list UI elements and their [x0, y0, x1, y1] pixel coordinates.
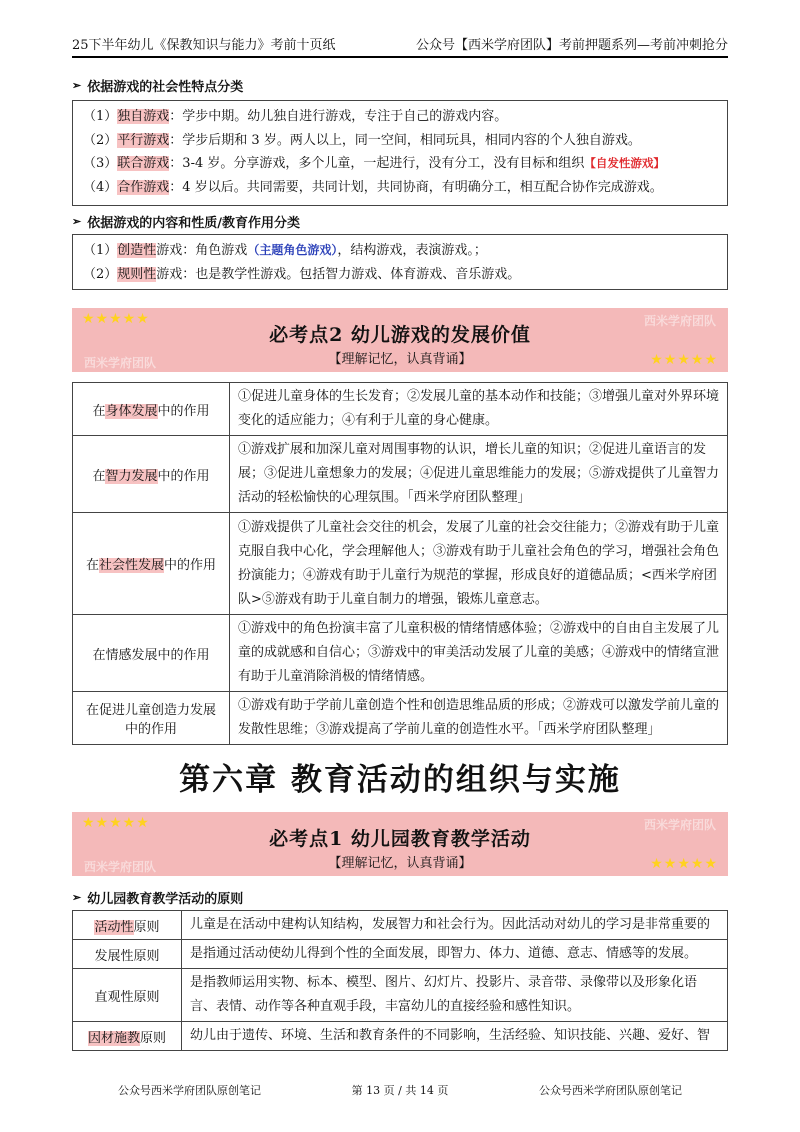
- table-row: 在智力发展中的作用 ①游戏扩展和加深儿童对周围事物的认识，增长儿童的知识；②促进儿童语言的发展；③促进儿童想象力的发展；④促进儿童思维能力的发展；⑤游戏提供了儿童智力活动的轻松愉快的心理氛围。「西米学府团队整理」: [73, 436, 728, 513]
- arrow-bullet-icon: ➢: [72, 215, 82, 228]
- watermark: 西米学府团队: [643, 314, 716, 328]
- arrow-bullet-icon: ➢: [72, 79, 82, 92]
- development-value-table: [72, 382, 728, 745]
- list-item: （1）创造性游戏：角色游戏（主题角色游戏），结构游戏，表演游戏。；: [83, 243, 487, 258]
- watermark: 西米学府团队: [643, 818, 716, 832]
- banner-title: 必考点1 幼儿园教育教学活动: [269, 828, 531, 850]
- list-item: （2）平行游戏：学步后期和 3 岁。两人以上，同一空间，相同玩具，相同内容的个人独自游戏。: [83, 132, 641, 148]
- star-rating-icon: ★★★★★: [82, 815, 150, 831]
- header-left: 25下半年幼儿《保教知识与能力》考前十页纸: [72, 38, 336, 53]
- principles-table: [72, 910, 728, 1051]
- table-row: 因材施教原则 幼儿由于遗传、环境、生活和教育条件的不同影响，生活经验、知识技能、兴趣、爱好、智: [73, 1022, 728, 1051]
- key-point-banner: [72, 308, 728, 372]
- list-item: （4）合作游戏：4 岁以后。共同需要，共同计划，共同协商，有明确分工，相互配合协作完成游戏。: [83, 179, 663, 195]
- banner-subtitle: 【理解记忆，认真背诵】: [328, 856, 472, 871]
- content-classification-box: [72, 234, 728, 290]
- banner-title: 必考点2 幼儿游戏的发展价值: [269, 324, 531, 346]
- header-right: 公众号【西米学府团队】考前押题系列—考前冲刺抢分: [415, 38, 728, 53]
- footer-right: 公众号西米学府团队原创笔记: [539, 1084, 682, 1097]
- list-item: （1）独自游戏：学步中期。幼儿独自进行游戏，专注于自己的游戏内容。: [83, 109, 508, 124]
- table-row: 活动性原则 儿童是在活动中建构认知结构，发展智力和社会行为。因此活动对幼儿的学习是非常重要的: [73, 911, 728, 940]
- key-point-banner: [72, 812, 728, 876]
- star-rating-icon: ★★★★★: [650, 352, 718, 368]
- section-heading-content: ➢ 依据游戏的内容和性质/教育作用分类: [72, 215, 300, 231]
- table-row: 发展性原则 是指通过活动使幼儿得到个性的全面发展，即智力、体力、道德、意志、情感等的发展。: [73, 940, 728, 969]
- section-heading-principles: ➢ 幼儿园教育教学活动的原则: [72, 891, 244, 907]
- page-number: 第 13 页 / 共 14 页: [351, 1084, 449, 1097]
- watermark: 西米学府团队: [84, 860, 157, 874]
- table-row: 在促进儿童创造力发展中的作用 ①游戏有助于学前儿童创造个性和创造思维品质的形成；②游戏可以激发学前儿童的发散性思维；③游戏提高了学前儿童的创造性水平。「西米学府团队整理」: [73, 692, 728, 745]
- table-row: 在身体发展中的作用 ①促进儿童身体的生长发育；②发展儿童的基本动作和技能；③增强儿童对外界环境变化的适应能力；④有利于儿童的身心健康。: [73, 383, 728, 436]
- table-row: 直观性原则 是指教师运用实物、标本、模型、图片、幻灯片、投影片、录音带、录像带以及形象化语言、表情、动作等各种直观手段，丰富幼儿的直接经验和感性知识。: [73, 969, 728, 1022]
- list-item: （3）联合游戏：3-4 岁。分享游戏，多个儿童，一起进行，没有分工，没有目标和组织【自发性游戏】: [83, 156, 665, 171]
- page-header: [72, 32, 728, 58]
- footer-left: 公众号西米学府团队原创笔记: [118, 1084, 261, 1097]
- banner-subtitle: 【理解记忆，认真背诵】: [328, 352, 472, 367]
- arrow-bullet-icon: ➢: [72, 891, 82, 904]
- tag-label: 【自发性游戏】: [584, 156, 665, 170]
- table-row: 在社会性发展中的作用 ①游戏提供了儿童社会交往的机会，发展了儿童的社会交往能力；②游戏有助于儿童克服自我中心化，学会理解他人；③游戏有助于儿童社会角色的学习，增强社会角色扮演能力；④游戏有助于儿童行为规范的掌握，形成良好的道德品质；<西米学府团队>⑤游戏有助于儿童自制力的增强，锻炼儿童意志。: [73, 513, 728, 615]
- star-rating-icon: ★★★★★: [82, 311, 150, 327]
- chapter-title: 第六章 教育活动的组织与实施: [179, 762, 621, 798]
- social-classification-box: [72, 100, 728, 206]
- star-rating-icon: ★★★★★: [650, 856, 718, 872]
- watermark: 西米学府团队: [84, 356, 157, 370]
- table-row: 在情感发展中的作用 ①游戏中的角色扮演丰富了儿童积极的情绪情感体验；②游戏中的自由自主发展了儿童的成就感和自信心；③游戏中的审美活动发展了儿童的美感；④游戏中的情绪宣泄有助于儿童消除消极的情绪情感。: [73, 615, 728, 692]
- list-item: （2）规则性游戏：也是教学性游戏。包括智力游戏、体育游戏、音乐游戏。: [83, 266, 521, 282]
- section-heading-social: ➢ 依据游戏的社会性特点分类: [72, 79, 244, 95]
